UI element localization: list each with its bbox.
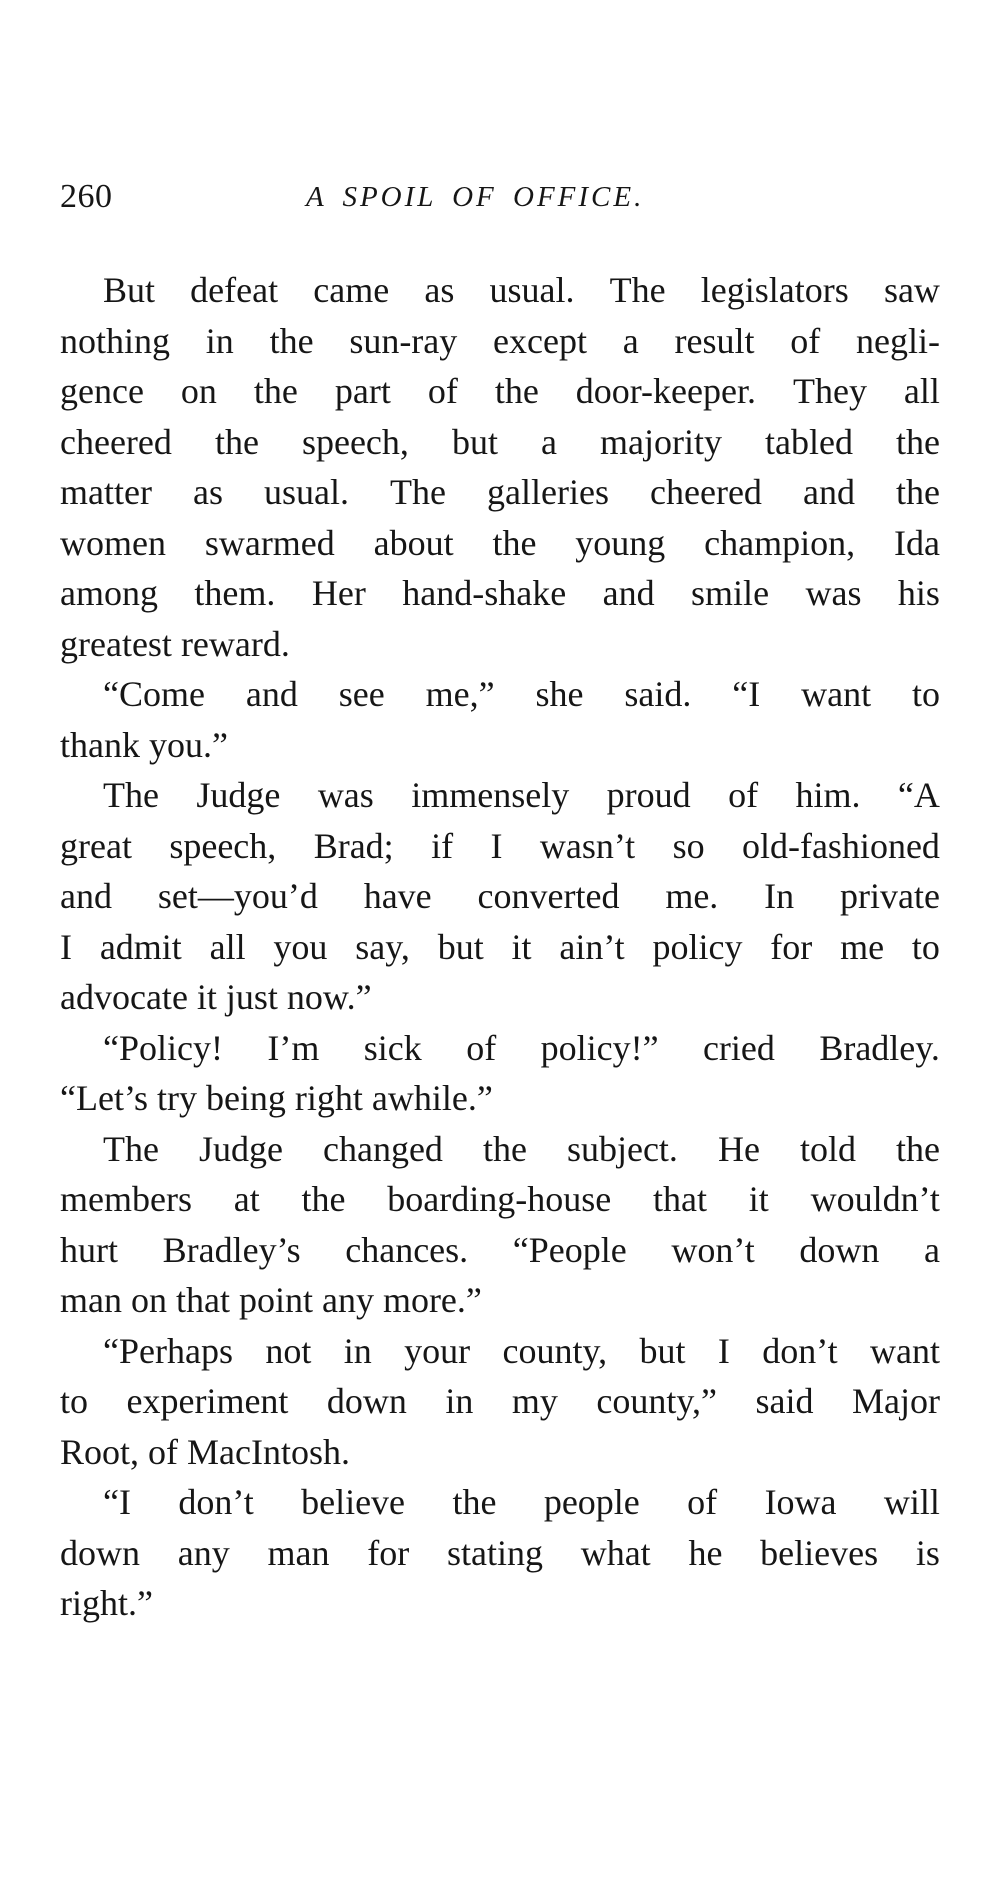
word: boarding-house — [387, 1179, 612, 1219]
word: matter — [60, 472, 152, 512]
word: believe — [301, 1482, 406, 1522]
running-title: A SPOIL OF OFFICE. — [306, 181, 645, 213]
text-line — [60, 265, 940, 316]
word: “Let’s try being right awhile.” — [60, 1078, 493, 1118]
word: say, — [355, 926, 410, 967]
word: me. — [665, 876, 719, 916]
text-line — [60, 1275, 940, 1326]
word: Bradley. — [819, 1027, 940, 1068]
word: cheered — [60, 421, 172, 462]
word: the — [492, 522, 537, 563]
word: but — [437, 926, 484, 967]
word: in — [445, 1381, 474, 1421]
word: door-keeper. — [575, 371, 756, 411]
word: so — [672, 825, 705, 866]
word: the — [895, 1128, 940, 1169]
word: you — [273, 926, 328, 967]
word: his — [897, 573, 940, 613]
word: immensely — [411, 775, 570, 815]
word: but — [639, 1330, 686, 1371]
word: tabled — [765, 421, 853, 462]
word: proud — [606, 775, 691, 815]
text-line — [60, 1124, 940, 1175]
word: will — [883, 1482, 940, 1522]
word: except — [493, 320, 587, 361]
word: legislators — [700, 270, 849, 310]
word: it — [511, 926, 532, 967]
text-line — [60, 770, 940, 821]
word: as — [192, 472, 223, 512]
word: see — [338, 674, 385, 714]
text-line — [60, 1225, 940, 1276]
word: of — [687, 1482, 718, 1522]
text-line — [60, 518, 940, 569]
word: old-fashioned — [741, 825, 940, 866]
word: converted — [477, 876, 620, 916]
word: people — [543, 1482, 640, 1522]
word: Iowa — [764, 1482, 837, 1522]
word: said. — [624, 674, 692, 714]
word: any — [177, 1532, 230, 1573]
word: “People — [512, 1229, 627, 1270]
word: believes — [760, 1532, 879, 1573]
word: “Policy! — [103, 1027, 223, 1068]
word: right.” — [60, 1583, 153, 1623]
word: for — [770, 926, 813, 967]
word: The — [609, 270, 666, 310]
word: the — [482, 1128, 527, 1169]
word: the — [895, 472, 940, 512]
word: a — [540, 421, 557, 462]
word: usual. — [264, 472, 350, 512]
word: me,” — [425, 674, 495, 714]
word: but — [451, 421, 498, 462]
word: private — [840, 876, 940, 916]
word: she — [535, 674, 584, 714]
text-line — [60, 1427, 940, 1478]
page-number: 260 — [60, 178, 113, 215]
text-line — [60, 1477, 940, 1528]
word: the — [896, 421, 940, 462]
word: Major — [852, 1381, 940, 1421]
word: admit — [99, 926, 182, 967]
word: changed — [323, 1128, 443, 1169]
word: your — [404, 1330, 471, 1371]
text-line — [60, 619, 940, 670]
word: a — [923, 1229, 940, 1270]
word: them. — [194, 573, 276, 613]
word: of — [466, 1027, 497, 1068]
word: part — [334, 371, 391, 411]
word: not — [265, 1330, 312, 1371]
word: to — [911, 926, 940, 967]
word: me — [840, 926, 885, 967]
word: members — [60, 1179, 192, 1219]
word: as — [424, 270, 455, 310]
word: and — [245, 674, 298, 714]
word: result — [674, 320, 755, 361]
text-line — [60, 316, 940, 367]
word: all — [903, 371, 940, 411]
word: the — [494, 371, 539, 411]
text-line — [60, 568, 940, 619]
word: Bradley’s — [162, 1229, 301, 1270]
word: policy — [652, 926, 743, 967]
word: of — [790, 320, 821, 361]
word: a — [622, 320, 639, 361]
word: women — [60, 522, 166, 563]
word: swarmed — [204, 522, 335, 563]
word: Brad; — [313, 825, 394, 866]
word: man — [267, 1532, 330, 1573]
word: negli- — [856, 320, 940, 361]
word: chances. — [345, 1229, 469, 1270]
word: young — [575, 522, 666, 563]
text-line — [60, 1326, 940, 1377]
word: was — [317, 775, 374, 815]
text-line — [60, 821, 940, 872]
word: my — [511, 1381, 558, 1421]
word: “I — [732, 674, 761, 714]
word: In — [764, 876, 795, 916]
word: of — [728, 775, 759, 815]
text-line — [60, 1528, 940, 1579]
word: ain’t — [559, 926, 625, 967]
word: said — [755, 1381, 814, 1421]
word: champion, — [704, 522, 856, 563]
word: on — [180, 371, 217, 411]
body-text — [60, 265, 940, 1629]
word: Her — [311, 573, 366, 613]
word: want — [801, 674, 872, 714]
word: The — [103, 1128, 159, 1169]
word: gence — [60, 371, 144, 411]
text-line — [60, 871, 940, 922]
word: hurt — [60, 1229, 118, 1270]
word: nothing — [60, 320, 171, 361]
word: want — [870, 1330, 940, 1371]
word: “A — [897, 775, 940, 815]
word: He — [717, 1128, 760, 1169]
word: policy!” — [540, 1027, 659, 1068]
word: and — [60, 876, 112, 916]
word: won’t — [671, 1229, 755, 1270]
word: told — [799, 1128, 856, 1169]
running-head — [60, 172, 940, 222]
word: the — [214, 421, 259, 462]
word: speech, — [301, 421, 409, 462]
word: experiment — [126, 1381, 289, 1421]
word: I’m — [267, 1027, 320, 1068]
word: he — [688, 1532, 723, 1573]
word: great — [60, 825, 132, 866]
word: usual. — [489, 270, 575, 310]
word: set—you’d — [157, 876, 318, 916]
word: The — [103, 775, 159, 815]
word: in — [205, 320, 234, 361]
word: don’t — [762, 1330, 838, 1371]
word: came — [313, 270, 390, 310]
word: speech, — [169, 825, 277, 866]
word: that — [653, 1179, 707, 1219]
text-line — [60, 1073, 940, 1124]
word: The — [390, 472, 447, 512]
word: down — [799, 1229, 880, 1270]
text-line — [60, 1023, 940, 1074]
word: stating — [446, 1532, 543, 1573]
word: county,” — [596, 1381, 718, 1421]
word: sick — [363, 1027, 422, 1068]
word: for — [367, 1532, 410, 1573]
word: subject. — [566, 1128, 678, 1169]
word: Root, of MacIntosh. — [60, 1431, 350, 1472]
word: the — [452, 1482, 497, 1522]
word: to — [911, 674, 940, 714]
word: in — [343, 1330, 372, 1371]
word: majority — [600, 421, 722, 462]
word: smile — [691, 573, 770, 613]
word: advocate it just now.” — [60, 977, 372, 1017]
text-line — [60, 1376, 940, 1427]
word: have — [363, 876, 432, 916]
word: I — [60, 926, 72, 967]
word: cheered — [650, 472, 762, 512]
word: sun-ray — [349, 320, 458, 361]
text-line — [60, 720, 940, 771]
word: Judge — [196, 775, 281, 815]
word: the — [253, 371, 298, 411]
word: cried — [702, 1027, 775, 1068]
word: I — [717, 1330, 730, 1371]
word: what — [580, 1532, 651, 1573]
word: defeat — [190, 270, 279, 310]
word: down — [326, 1381, 407, 1421]
word: if — [431, 825, 454, 866]
word: county, — [502, 1330, 608, 1371]
word: Ida — [893, 522, 940, 563]
text-line — [60, 417, 940, 468]
word: of — [427, 371, 458, 411]
text-line — [60, 669, 940, 720]
text-line — [60, 972, 940, 1023]
text-line — [60, 1174, 940, 1225]
word: the — [269, 320, 314, 361]
word: was — [805, 573, 862, 613]
word: greatest reward. — [60, 623, 290, 664]
word: Judge — [198, 1128, 283, 1169]
word: man on that point any more.” — [60, 1280, 482, 1320]
word: galleries — [487, 472, 609, 512]
word: and — [802, 472, 855, 512]
word: don’t — [178, 1482, 254, 1522]
word: wouldn’t — [810, 1179, 940, 1219]
word: the — [301, 1179, 346, 1219]
text-line — [60, 922, 940, 973]
word: “Come — [103, 674, 205, 714]
word: it — [748, 1179, 769, 1219]
word: wasn’t — [539, 825, 636, 866]
word: about — [373, 522, 454, 563]
word: and — [602, 573, 655, 613]
word: down — [60, 1532, 140, 1573]
word: But — [103, 270, 156, 310]
word: “I — [103, 1482, 131, 1522]
word: thank you.” — [60, 724, 228, 765]
text-line — [60, 366, 940, 417]
word: They — [792, 371, 867, 411]
word: saw — [883, 270, 940, 310]
word: is — [915, 1532, 940, 1573]
word: him. — [795, 775, 861, 815]
word: hand-shake — [402, 573, 567, 613]
text-line — [60, 1578, 940, 1629]
text-line — [60, 467, 940, 518]
word: among — [60, 573, 158, 613]
word: to — [60, 1381, 89, 1421]
word: at — [233, 1179, 260, 1219]
word: “Perhaps — [103, 1330, 233, 1371]
word: I — [490, 825, 503, 866]
word: all — [209, 926, 246, 967]
